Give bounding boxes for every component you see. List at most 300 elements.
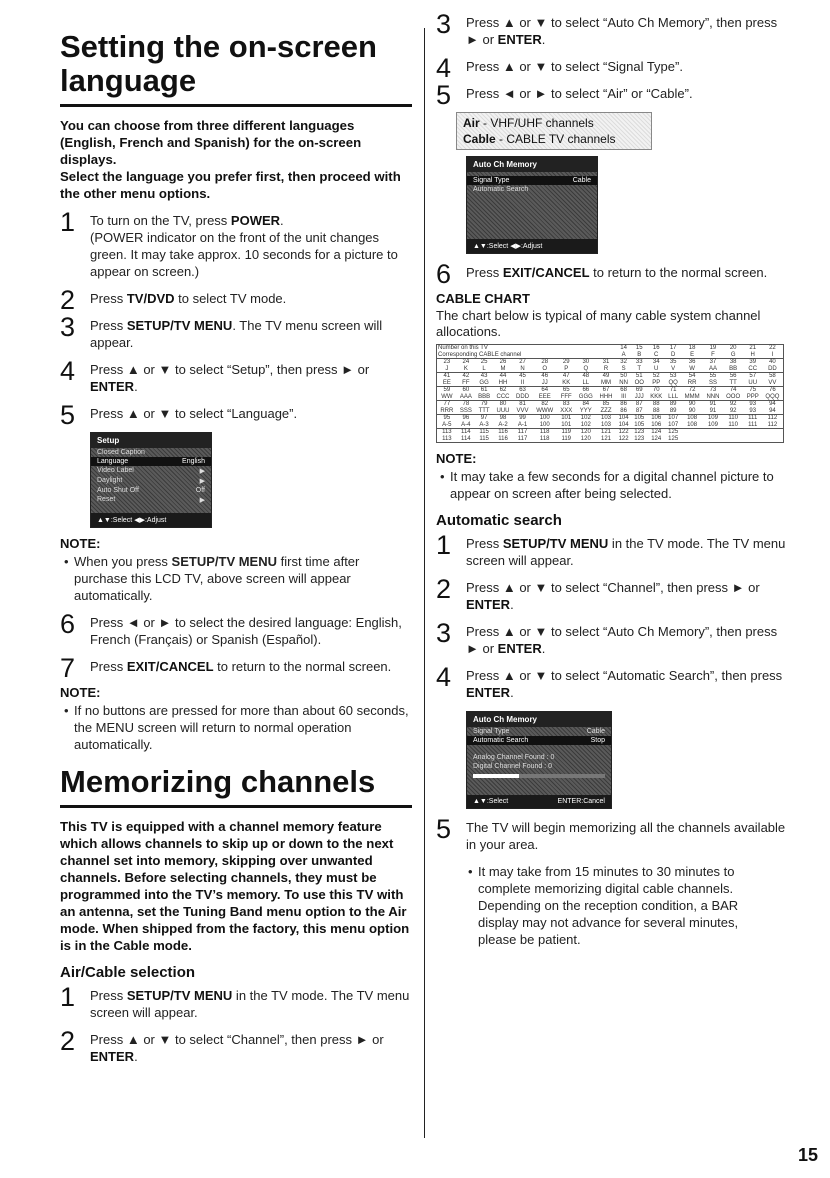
legend-key: Cable xyxy=(463,132,496,146)
cable-cell: UUU xyxy=(496,407,510,414)
cable-cell: 71 xyxy=(665,387,681,394)
cable-cell: 28 xyxy=(532,359,557,366)
menu-value: Off xyxy=(195,487,205,494)
cable-cell: 124 xyxy=(651,435,662,442)
cable-cell: 113 xyxy=(442,435,452,442)
footer-left: ▲▼:Select xyxy=(473,798,509,805)
cable-cell: 73 xyxy=(703,387,723,394)
cable-cell: 65 xyxy=(557,387,575,394)
menu-row xyxy=(467,176,597,185)
cable-cell: GG xyxy=(479,379,489,386)
subheading-air-cable: Air/Cable selection xyxy=(60,964,196,981)
step-3 xyxy=(60,312,412,351)
cable-cell: 117 xyxy=(517,435,528,442)
cable-cell: 15 xyxy=(635,345,643,351)
cable-chart-table xyxy=(436,344,784,443)
cable-cell: 94 xyxy=(769,407,776,414)
cable-cell: 113 xyxy=(437,429,457,436)
footer-right: ENTER:Cancel xyxy=(557,798,605,805)
step-extra: (POWER indicator on the front of the unit changes green. It may take approx. 10 seconds for a picture to appear on screen.) xyxy=(90,230,398,279)
cable-chart-desc: The chart below is typical of many cable system channel allocations. xyxy=(436,308,761,339)
cable-cell: LL xyxy=(582,379,590,386)
menu-row xyxy=(91,476,211,486)
cable-cell: 42 xyxy=(457,373,475,380)
cable-cell: W xyxy=(689,365,695,372)
cable-cell: 107 xyxy=(665,415,681,422)
left-column xyxy=(60,30,412,1075)
cable-cell: 59 xyxy=(437,387,457,394)
step-6 xyxy=(436,259,786,289)
step-1 xyxy=(60,982,412,1021)
step-key: SETUP/TV MENU xyxy=(126,988,233,1003)
cable-cell: 68 xyxy=(616,387,632,394)
note-bullet: • It may take a few seconds for a digital channel picture to appear on screen after being selected. xyxy=(436,468,786,502)
cable-cell: 16 xyxy=(652,345,660,351)
cable-cell: Corresponding CABLE channel xyxy=(438,351,522,358)
step-number: 2 xyxy=(60,285,76,315)
cable-cell: 106 xyxy=(647,415,665,422)
cable-cell: JJ xyxy=(541,379,548,386)
cable-cell: 96 xyxy=(457,415,475,422)
cable-cell: 86 xyxy=(616,401,632,408)
menu-value: Cable xyxy=(586,728,605,735)
cable-cell: 88 xyxy=(647,401,665,408)
cable-cell: RR xyxy=(687,379,697,386)
cable-cell: 108 xyxy=(681,415,703,422)
intro-memorizing: This TV is equipped with a channel memory feature which allows channels to skip up or down to the next channel set into memory, skipping over unwanted channels. Before selecting channels, they must be programmed into the TV’s memory. To use this TV with an antenna, set the Tuning Band menu option to the Air mode. When shipped from the factory, this menu option is in the Cable mode. xyxy=(60,819,410,953)
cable-cell: 54 xyxy=(681,373,703,380)
cable-cell: 120 xyxy=(580,435,591,442)
step-key: ENTER xyxy=(90,379,135,394)
note-bullet: • If no buttons are pressed for more than about 60 seconds, the MENU screen will return to normal operation automatically. xyxy=(60,702,412,753)
cable-cell: 122 xyxy=(616,429,632,436)
cable-cell: 118 xyxy=(532,429,557,436)
cable-cell: G xyxy=(730,351,736,358)
step-key: POWER xyxy=(230,213,281,228)
menu-label: Closed Caption xyxy=(97,449,145,456)
cable-row xyxy=(437,380,784,387)
step-key: EXIT/CANCEL xyxy=(502,265,590,280)
cable-cell xyxy=(703,429,723,436)
cable-cell: 100 xyxy=(539,421,550,428)
cable-cell: 86 xyxy=(620,407,627,414)
step-text: The TV will begin memorizing all the channels available in your area. xyxy=(466,820,786,852)
menu-row xyxy=(467,185,597,194)
step-text: Press TV/DVD to select TV mode. xyxy=(90,291,287,306)
cable-cell: 77 xyxy=(437,401,457,408)
cable-row xyxy=(437,436,784,443)
cable-row xyxy=(437,415,784,422)
screen-footer: ▲▼:Select ◀▶:Adjust xyxy=(467,239,597,253)
cable-cell xyxy=(723,429,744,436)
cable-cell: 81 xyxy=(513,401,533,408)
cable-cell: 25 xyxy=(475,359,493,366)
step-text: Press EXIT/CANCEL to return to the normal screen. xyxy=(466,265,768,280)
cable-cell xyxy=(681,429,703,436)
cable-cell xyxy=(744,429,762,436)
step-3 xyxy=(436,9,786,48)
step-text: Press ▲ or ▼ to select “Signal Type”. xyxy=(466,59,683,74)
cable-cell: 99 xyxy=(513,415,533,422)
step-number: 2 xyxy=(60,1026,76,1056)
menu-value: Stop xyxy=(590,737,605,744)
cable-cell: 108 xyxy=(687,421,698,428)
cable-cell: 33 xyxy=(631,359,647,366)
cable-cell: M xyxy=(500,365,506,372)
subheading-auto-search: Automatic search xyxy=(436,512,562,529)
cable-cell: 121 xyxy=(601,435,612,442)
cable-cell: 109 xyxy=(703,415,723,422)
cable-cell: VV xyxy=(768,379,777,386)
cable-cell: I xyxy=(771,351,774,358)
cable-cell xyxy=(681,436,703,443)
legend-cable xyxy=(463,131,645,147)
right-column xyxy=(436,9,786,948)
step-number: 1 xyxy=(436,530,452,560)
cable-cell: 102 xyxy=(575,415,596,422)
cable-cell: 23 xyxy=(437,359,457,366)
cable-cell: 19 xyxy=(709,345,717,351)
setup-menu-screenshot xyxy=(90,432,212,528)
cable-cell: WWW xyxy=(536,407,554,414)
step-text: Press SETUP/TV MENU in the TV mode. The TV menu screen will appear. xyxy=(90,988,410,1020)
step-number: 5 xyxy=(60,400,76,430)
legend-text: - VHF/UHF channels xyxy=(479,116,594,130)
screen-header: Setup xyxy=(91,433,211,448)
cable-cell: 115 xyxy=(479,435,489,442)
cable-cell xyxy=(762,429,784,436)
cable-cell: 123 xyxy=(631,429,647,436)
cable-cell: 106 xyxy=(651,421,662,428)
cable-cell: 20 xyxy=(729,345,737,351)
step-key: ENTER xyxy=(466,685,511,700)
page-number: 15 xyxy=(797,1145,818,1165)
step-text: Press ▲ or ▼ to select “Setup”, then press ► or ENTER. xyxy=(90,362,370,394)
cable-cell: 74 xyxy=(723,387,744,394)
step-text: Press ◄ or ► to select “Air” or “Cable”. xyxy=(466,86,693,101)
section-title-language: Setting the on-screen language xyxy=(60,29,377,98)
cable-row xyxy=(437,408,784,415)
step-5 xyxy=(436,80,786,110)
cable-cell: 80 xyxy=(493,401,513,408)
cable-cell: 32 xyxy=(616,359,632,366)
cable-cell: O xyxy=(542,365,548,372)
intro-language-a: You can choose from three different languages (English, French and Spanish) for the on-screen displays. xyxy=(60,118,362,167)
menu-label: Language xyxy=(97,458,129,465)
step-key: ENTER xyxy=(497,641,542,656)
cable-cell: C xyxy=(654,351,659,358)
cable-cell: MM xyxy=(601,379,611,386)
cable-cell: III xyxy=(621,393,627,400)
cable-cell: UU xyxy=(748,379,758,386)
step-number: 3 xyxy=(436,618,452,648)
cable-row xyxy=(437,387,784,394)
step-text: Press ▲ or ▼ to select “Channel”, then press ► or ENTER. xyxy=(90,1032,384,1064)
step-5 xyxy=(60,400,412,430)
cable-cell: OOO xyxy=(726,393,741,400)
cable-cell: QQQ xyxy=(765,393,780,400)
cable-cell: 125 xyxy=(665,429,681,436)
step-key: ENTER xyxy=(90,1049,135,1064)
cable-cell: 24 xyxy=(457,359,475,366)
step-6 xyxy=(436,259,786,289)
cable-cell: 93 xyxy=(744,401,762,408)
cable-cell: 105 xyxy=(634,421,645,428)
step-number: 3 xyxy=(436,9,452,39)
cable-cell: 83 xyxy=(557,401,575,408)
step-number: 4 xyxy=(436,53,452,83)
note-heading: NOTE: xyxy=(436,451,477,466)
cable-cell: 52 xyxy=(647,373,665,380)
intro-language-b: Select the language you prefer first, then proceed with the other menu options. xyxy=(60,169,401,201)
cable-cell: B xyxy=(637,351,642,358)
cable-cell: CC xyxy=(748,365,758,372)
cable-row xyxy=(437,394,784,401)
progress-fill xyxy=(473,774,519,778)
cable-cell: 35 xyxy=(665,359,681,366)
cable-row xyxy=(437,366,784,373)
screen-header: Auto Ch Memory xyxy=(467,157,597,172)
cable-cell: 111 xyxy=(744,415,762,422)
cable-cell: 22 xyxy=(769,345,776,351)
cable-cell: 43 xyxy=(475,373,493,380)
step-6 xyxy=(60,609,412,648)
cable-cell: 114 xyxy=(461,435,471,442)
cable-cell: 36 xyxy=(681,359,703,366)
cable-cell: VVV xyxy=(516,407,529,414)
note-bullet xyxy=(60,553,412,604)
auto-search-screenshot xyxy=(466,711,612,809)
step-key: ENTER xyxy=(497,32,542,47)
cable-cell: 50 xyxy=(616,373,632,380)
cable-cell: BB xyxy=(729,365,738,372)
cable-cell: A-2 xyxy=(498,421,508,428)
cable-cell: 18 xyxy=(688,345,696,351)
step-number: 4 xyxy=(436,662,452,692)
cable-cell: GGG xyxy=(578,393,593,400)
menu-row xyxy=(91,486,211,495)
cable-cell: 69 xyxy=(631,387,647,394)
menu-label: Signal Type xyxy=(473,177,510,184)
cable-cell: 61 xyxy=(475,387,493,394)
cable-cell: 100 xyxy=(532,415,557,422)
cable-cell: 38 xyxy=(723,359,744,366)
cable-cell: 84 xyxy=(575,401,596,408)
cable-chart-heading: CABLE CHART xyxy=(436,291,530,306)
cable-cell: KK xyxy=(562,379,571,386)
menu-label: Reset xyxy=(97,496,116,503)
step-number: 5 xyxy=(436,80,452,110)
cable-cell: PP xyxy=(652,379,661,386)
analog-found: Analog Channel Found : 0 xyxy=(473,754,555,761)
step-text: Press ▲ or ▼ to select “Language”. xyxy=(90,406,298,421)
cable-cell: 124 xyxy=(647,429,665,436)
cable-cell: 90 xyxy=(681,401,703,408)
auto-search-steps xyxy=(436,530,786,701)
cable-cell: 85 xyxy=(596,401,616,408)
cable-cell: P xyxy=(564,365,569,372)
cable-cell: 97 xyxy=(475,415,493,422)
cable-cell: 102 xyxy=(580,421,591,428)
step-number: 6 xyxy=(60,609,76,639)
cable-cell: 123 xyxy=(634,435,645,442)
cable-cell: 98 xyxy=(493,415,513,422)
cable-cell: 104 xyxy=(616,415,632,422)
step-number: 5 xyxy=(436,814,452,844)
cable-cell: AAA xyxy=(459,393,472,400)
menu-label: Signal Type xyxy=(473,728,510,735)
step-text: Press ▲ or ▼ to select “Auto Ch Memory”, then press ► or ENTER. xyxy=(466,624,778,656)
cable-cell: E xyxy=(690,351,695,358)
note-text: When you press xyxy=(74,554,172,569)
cable-cell xyxy=(762,436,784,443)
cable-cell: 103 xyxy=(601,421,612,428)
cable-cell: 105 xyxy=(631,415,647,422)
cable-cell: 92 xyxy=(729,407,737,414)
menu-row xyxy=(91,466,211,476)
cable-cell: A-5 xyxy=(442,421,452,428)
screen-rows xyxy=(91,448,211,505)
column-divider xyxy=(424,28,425,1138)
cable-cell: 101 xyxy=(557,415,575,422)
cable-cell: NNN xyxy=(706,393,720,400)
cable-cell: F xyxy=(711,351,715,358)
cable-cell: 76 xyxy=(762,387,784,394)
cable-row xyxy=(437,352,784,359)
cable-cell: EEE xyxy=(538,393,551,400)
screen-rows xyxy=(467,727,611,745)
step-text: Press SETUP/TV MENU in the TV mode. The TV menu screen will appear. xyxy=(466,536,786,568)
cable-cell: TT xyxy=(729,379,737,386)
menu-label: Daylight xyxy=(97,477,123,484)
menu-row xyxy=(91,457,211,466)
cable-cell: 111 xyxy=(748,421,758,428)
cable-cell: 41 xyxy=(437,373,457,380)
cable-cell: SSS xyxy=(459,407,472,414)
cable-cell: 95 xyxy=(437,415,457,422)
cable-cell: R xyxy=(603,365,609,372)
cable-cell: 63 xyxy=(513,387,533,394)
cable-cell: 121 xyxy=(596,429,616,436)
cable-cell: 93 xyxy=(749,407,757,414)
step-number: 1 xyxy=(60,982,76,1012)
cable-cell: 67 xyxy=(596,387,616,394)
step-key: ENTER xyxy=(466,597,511,612)
cable-cell: SS xyxy=(708,379,717,386)
cable-cell: 117 xyxy=(513,429,533,436)
cable-cell: FFF xyxy=(560,393,572,400)
legend-air xyxy=(463,115,645,131)
cable-cell: 110 xyxy=(728,421,738,428)
step-key: TV/DVD xyxy=(126,291,175,306)
step-text: Press EXIT/CANCEL to return to the normal screen. xyxy=(90,659,392,674)
cable-cell: 57 xyxy=(744,373,762,380)
cable-cell: 47 xyxy=(557,373,575,380)
cable-cell: 17 xyxy=(669,345,677,351)
cable-cell: 110 xyxy=(723,415,744,422)
cable-cell: FF xyxy=(462,379,470,386)
step-2 xyxy=(60,1026,412,1065)
screen-footer: ▲▼:Select ◀▶:Adjust xyxy=(91,513,211,527)
cable-cell: MMM xyxy=(684,393,700,400)
cable-cell: 119 xyxy=(557,429,575,436)
step-text: Press ▲ or ▼ to select “Channel”, then press ► or ENTER. xyxy=(466,580,760,612)
cable-cell: AA xyxy=(708,365,717,372)
cable-cell: 37 xyxy=(703,359,723,366)
cable-cell: 122 xyxy=(618,435,629,442)
cable-cell: L xyxy=(482,365,486,372)
progress-bar xyxy=(473,774,605,778)
cable-cell: JJJ xyxy=(634,393,644,400)
cable-cell: V xyxy=(671,365,676,372)
cable-cell: 72 xyxy=(681,387,703,394)
cable-cell: 48 xyxy=(575,373,596,380)
cable-cell: 55 xyxy=(703,373,723,380)
cable-cell: DDD xyxy=(516,393,530,400)
cable-cell: U xyxy=(654,365,659,372)
cable-cell: 27 xyxy=(513,359,533,366)
cable-cell: 101 xyxy=(561,421,572,428)
cable-cell: 30 xyxy=(575,359,596,366)
cable-cell: Q xyxy=(583,365,589,372)
cable-cell: 62 xyxy=(493,387,513,394)
cable-cell: NN xyxy=(619,379,628,386)
cable-cell: 46 xyxy=(532,373,557,380)
cable-cell: II xyxy=(520,379,525,386)
cable-cell: 114 xyxy=(457,429,475,436)
cable-cell: 82 xyxy=(532,401,557,408)
cable-cell: CCC xyxy=(496,393,510,400)
cable-cell: 53 xyxy=(665,373,681,380)
cable-cell: 66 xyxy=(575,387,596,394)
note-heading: NOTE: xyxy=(60,685,101,700)
cable-cell: K xyxy=(463,365,468,372)
cable-cell: 39 xyxy=(744,359,762,366)
cable-cell: 91 xyxy=(709,407,717,414)
air-cable-steps-cont xyxy=(436,9,786,110)
cable-cell: ZZZ xyxy=(600,407,612,414)
menu-label: Automatic Search xyxy=(473,737,529,744)
step-7 xyxy=(60,653,412,683)
cable-cell: 14 xyxy=(620,345,627,351)
step-number: 1 xyxy=(60,207,76,237)
step-4 xyxy=(60,356,412,395)
cable-cell: 44 xyxy=(493,373,513,380)
cable-cell: HH xyxy=(498,379,508,386)
cable-cell xyxy=(703,436,723,443)
menu-row xyxy=(467,736,611,745)
cable-row xyxy=(437,401,784,408)
section-title-memorizing: Memorizing channels xyxy=(60,764,376,799)
step-text: Press SETUP/TV MENU. The TV menu screen will appear. xyxy=(90,318,383,350)
cable-row xyxy=(437,345,784,352)
step-1 xyxy=(60,207,412,280)
cable-cell: 49 xyxy=(596,373,616,380)
menu-row xyxy=(467,727,611,736)
cable-cell: 75 xyxy=(744,387,762,394)
step-key: SETUP/TV MENU xyxy=(126,318,233,333)
note-bold: SETUP/TV MENU xyxy=(171,554,278,569)
cable-cell: 112 xyxy=(767,421,778,428)
cable-row xyxy=(437,429,784,436)
cable-cell: 90 xyxy=(688,407,696,414)
step-text: Press ▲ or ▼ to select “Auto Ch Memory”, then press ► or ENTER. xyxy=(466,15,778,47)
cable-cell: WW xyxy=(441,393,453,400)
cable-cell: 34 xyxy=(647,359,665,366)
screen-rows xyxy=(467,176,597,194)
cable-cell: 107 xyxy=(668,421,679,428)
cable-row xyxy=(437,422,784,429)
